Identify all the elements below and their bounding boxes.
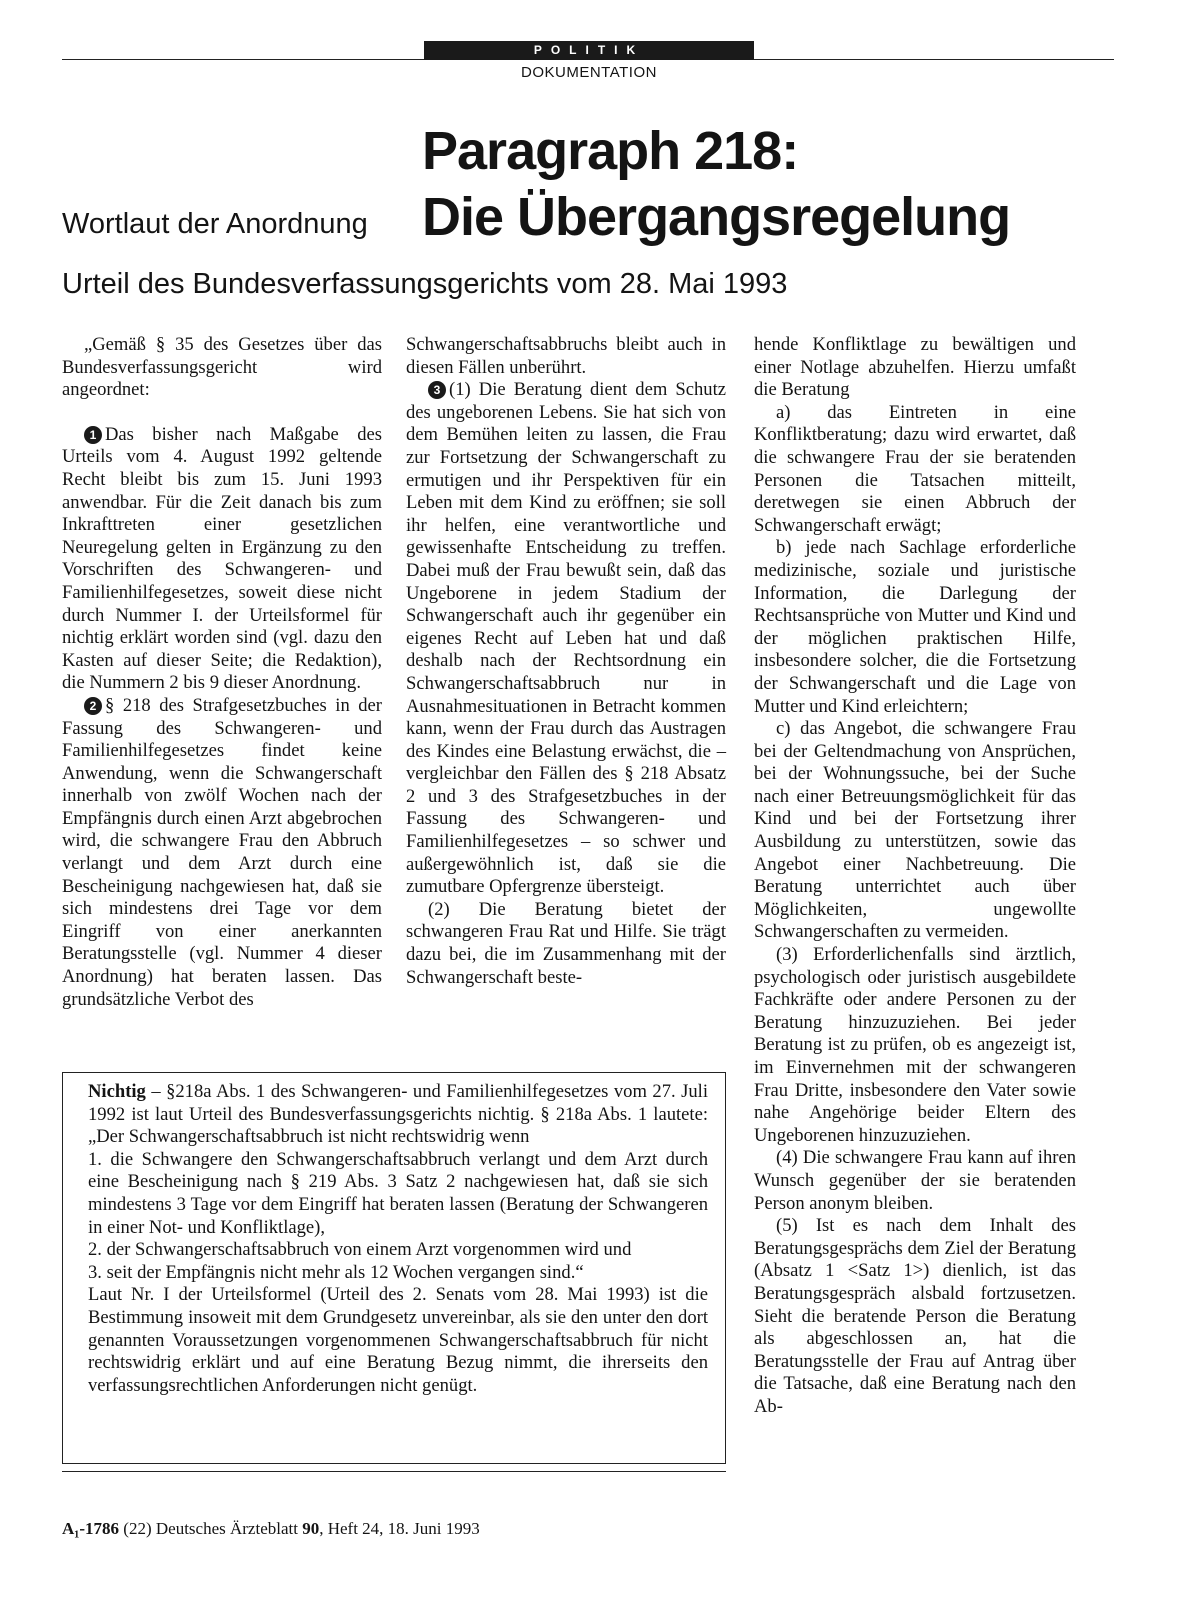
footer-rule — [62, 1471, 726, 1472]
headline-line-2: Die Übergangsregelung — [422, 187, 1011, 247]
paragraph-3-2-continued: hende Konfliktlage zu bewältigen und einer Notlage abzuhelfen. Hierzu umfaßt die Beratung — [754, 334, 1076, 401]
info-box-label: Nichtig — [88, 1081, 146, 1102]
paragraph-1 — [62, 424, 382, 695]
column-3 — [754, 334, 1076, 1419]
paragraph-3-3: (3) Erforderlichenfalls sind ärztlich, psychologisch oder juristisch ausgebildete Fachkräfte oder andere Personen zu der Beratung hinzuzuziehen. Bei jeder Beratung ist zu prüfen, ob es angezeigt ist, im Einvernehmen mit der schwangeren Frau Dritte, insbesondere den Vater sowie nahe Angehörige beider Eltern des Ungeborenen hinzuzuziehen. — [754, 944, 1076, 1146]
number-marker-2: 2 — [84, 697, 102, 715]
paragraph-3 — [406, 379, 726, 899]
footer-issue: , Heft 24, 18. Juni 1993 — [319, 1519, 480, 1538]
page-number: A₁-1786 — [62, 1519, 120, 1538]
paragraph-2 — [62, 695, 382, 1011]
footer — [62, 1519, 480, 1539]
section-label: POLITIK — [424, 41, 754, 60]
number-marker-3: 3 — [428, 381, 446, 399]
paragraph-3-2: (2) Die Beratung bietet der schwangeren Frau Rat und Hilfe. Sie trägt dazu bei, die im Zusammenhang mit der Schwangerschaft beste- — [406, 898, 726, 988]
subsection-label: DOKUMENTATION — [521, 64, 657, 81]
info-box — [88, 1081, 708, 1397]
item-c: c) das Angebot, die schwangere Frau bei der Geltendmachung von Ansprüchen, bei der Wohnungssuche, bei der Suche nach einer Betreuungsmöglichkeit für das Kind und bei der Fortsetzung ihrer Ausbildung zu unterstützen, sowie das Angebot einer Nachbetreuung. Die Beratung unterrichtet auch über Möglichkeiten, ungewollte Schwangerschaften zu vermeiden. — [754, 718, 1076, 943]
kicker: Wortlaut der Anordnung — [62, 208, 368, 240]
paragraph-1-text: Das bisher nach Maßgabe des Urteils vom 4. August 1992 geltende Recht bleibt bis zum 15. Juni 1993 anwendbar. Für die Zeit danach bis zum Inkrafttreten einer gesetzlichen Neuregelung gelten in Ergänzung zu den Vorschriften des Schwangeren- und Familienhilfegesetzes, soweit diese nicht durch Nummer I. der Urteilsformel für nichtig erklärt worden sind (vgl. dazu den Kasten auf dieser Seite; die Redaktion), die Nummern 2 bis 9 dieser Anordnung. — [62, 423, 382, 694]
item-b: b) jede nach Sachlage erforderliche medizinische, soziale und juristische Information, die Darlegung der Rechtsansprüche von Mutter und Kind und der möglichen praktischen Hilfe, insbesondere solcher, die die Fortsetzung der Schwangerschaft und die Lage von Mutter und Kind erleichtern; — [754, 537, 1076, 717]
subtitle: Urteil des Bundesverfassungsgerichts vom 28. Mai 1993 — [62, 268, 788, 300]
number-marker-1: 1 — [84, 426, 102, 444]
intro-paragraph: „Gemäß § 35 des Gesetzes über das Bundesverfassungsgericht wird angeordnet: — [62, 334, 382, 401]
info-box-lead — [88, 1081, 708, 1149]
info-box-closing: Laut Nr. I der Urteilsformel (Urteil des 2. Senats vom 28. Mai 1993) ist die Bestimmung insoweit mit dem Grundgesetz unvereinbar, als sie den unter den dort genannten Voraussetzungen vorgenommenen Schwangerschaftsabbruch für nicht rechtswidrig erklärt und auf eine Beratung Bezug nimmt, die ihrerseits den verfassungsrechtlichen Anforderungen nicht genügt. — [88, 1284, 708, 1396]
headline — [422, 118, 1010, 250]
paragraph-2-continued: Schwangerschaftsabbruchs bleibt auch in diesen Fällen unberührt. — [406, 334, 726, 378]
paragraph-3-text: (1) Die Beratung dient dem Schutz des ungeborenen Lebens. Sie hat sich von dem Bemühen leiten zu lassen, die Frau zur Fortsetzung der Schwangerschaft zu ermutigen und ihr Perspektiven für ein Leben mit dem Kind zu eröffnen; sie soll ihr helfen, eine verantwortliche und gewissenhafte Entscheidung zu treffen. Dabei muß der Frau bewußt sein, daß das Ungeborene in jedem Stadium der Schwangerschaft auch ihr gegenüber ein eigenes Recht auf Leben hat und daß deshalb nach der Rechtsordnung ein Schwangerschaftsabbruch nur in Ausnahmesituationen in Betracht kommen kann, wenn der Frau durch das Austragen des Kindes eine Belastung erwächst, die – vergleichbar den Fällen des § 218 Absatz 2 und 3 des Strafgesetzbuches in der Fassung des Schwangeren- und Familienhilfegesetzes – so schwer und außergewöhnlich ist, daß sie die zumutbare Opfergrenze übersteigt. — [406, 379, 726, 898]
footer-volume: 90 — [302, 1519, 320, 1538]
info-box-item-3: 3. seit der Empfängnis nicht mehr als 12 Wochen vergangen sind.“ — [88, 1261, 584, 1283]
info-box-item-1: 1. die Schwangere den Schwangerschaftsabbruch verlangt und dem Arzt durch eine Bescheinigung nach § 219 Abs. 3 Satz 2 nachgewiesen hat, daß sie sich mindestens 3 Tage vor dem Eingriff hat beraten lassen (Beratung der Schwangeren in einer Not- und Konfliktlage), — [88, 1148, 708, 1238]
info-box-lead-text: – §218a Abs. 1 des Schwangeren- und Familienhilfegesetzes vom 27. Juli 1992 ist laut Urteil des Bundesverfassungsgerichts nichtig. § 218a Abs. 1 lautete: „Der Schwangerschaftsabbruch ist nicht rechtswidrig wenn — [88, 1081, 708, 1148]
column-1 — [62, 334, 382, 1011]
column-2 — [406, 334, 726, 989]
info-box-item-2: 2. der Schwangerschaftsabbruch von einem Arzt vorgenommen wird und — [88, 1239, 632, 1261]
headline-line-1: Paragraph 218: — [422, 121, 799, 181]
paragraph-2-text: § 218 des Strafgesetzbuches in der Fassung des Schwangeren- und Familienhilfegesetzes findet keine Anwendung, wenn die Schwangerschaft innerhalb von zwölf Wochen nach der Empfängnis durch einen Arzt abgebrochen wird, die schwangere Frau den Abbruch verlangt und dem Arzt durch eine Bescheinigung nachgewiesen hat, daß sie sich mindestens drei Tage vor dem Eingriff von einer anerkannten Beratungsstelle (vgl. Nummer 4 dieser Anordnung) hat beraten lassen. Das grundsätzliche Verbot des — [62, 694, 382, 1010]
footer-publication: (22) Deutsches Ärzteblatt — [119, 1519, 303, 1538]
paragraph-3-4: (4) Die schwangere Frau kann auf ihren Wunsch gegenüber der sie beratenden Person anonym bleiben. — [754, 1147, 1076, 1214]
item-a: a) das Eintreten in eine Konfliktberatung; dazu wird erwartet, daß die schwangere Frau der sie beratenden Personen die Tatsachen mitteilt, deretwegen sie einen Abbruch der Schwangerschaft erwägt; — [754, 401, 1076, 536]
paragraph-3-5: (5) Ist es nach dem Inhalt des Beratungsgesprächs dem Ziel der Beratung (Absatz 1 <Satz 1>) dienlich, ist das Beratungsgespräch alsbald fortzusetzen. Sieht die beratende Person die Beratung als abgeschlossen an, hat die Beratungsstelle der Frau auf Antrag über die Tatsache, daß eine Beratung nach den Ab- — [754, 1215, 1076, 1417]
